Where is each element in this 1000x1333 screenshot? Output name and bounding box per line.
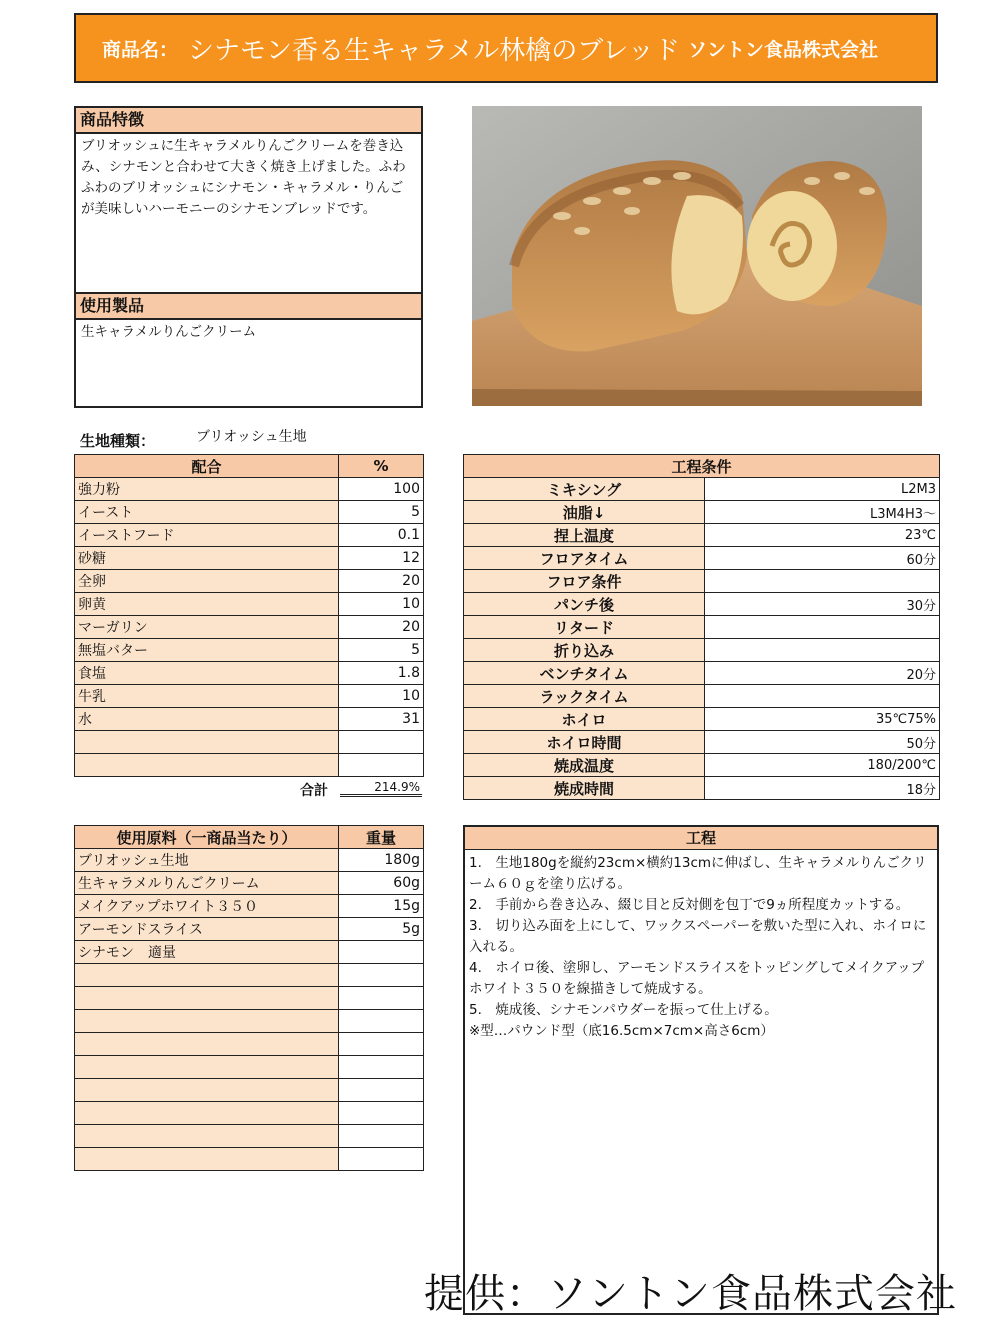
condition-value: 23℃ [705, 524, 940, 547]
footer-credit: 提供：ソントン食品株式会社 [424, 1271, 957, 1317]
product-name: シナモン香る生キャラメル林檎のブレッド [188, 35, 680, 66]
material-weight [339, 941, 424, 964]
material-name [75, 1033, 339, 1056]
material-row [75, 872, 424, 895]
material-weight [339, 1148, 424, 1171]
condition-row [464, 708, 940, 731]
materials-header-row [75, 826, 424, 849]
recipe-row [75, 662, 424, 685]
ingredient-pct: 5 [339, 501, 424, 524]
condition-value: 20分 [705, 662, 940, 685]
bread-photo [472, 106, 922, 406]
ingredient-name [75, 754, 339, 777]
condition-value [705, 570, 940, 593]
condition-name: ホイロ時間 [464, 731, 705, 754]
ingredient-name: 無塩バター [75, 639, 339, 662]
recipe-row [75, 593, 424, 616]
ingredient-pct: 20 [339, 616, 424, 639]
recipe-row [75, 708, 424, 731]
condition-value [705, 685, 940, 708]
condition-row [464, 777, 940, 800]
material-row [75, 1033, 424, 1056]
ingredient-pct: 0.1 [339, 524, 424, 547]
condition-value: L2M3 [705, 478, 940, 501]
recipe-row [75, 478, 424, 501]
recipe-table [74, 454, 424, 777]
material-weight [339, 1056, 424, 1079]
material-name [75, 1079, 339, 1102]
recipe-row [75, 639, 424, 662]
material-weight: 5g [339, 918, 424, 941]
recipe-header-pct: % [339, 455, 424, 478]
recipe-row [75, 524, 424, 547]
condition-name: ホイロ [464, 708, 705, 731]
material-row [75, 964, 424, 987]
material-row [75, 1148, 424, 1171]
material-row [75, 987, 424, 1010]
condition-value: 60分 [705, 547, 940, 570]
ingredient-name: 食塩 [75, 662, 339, 685]
recipe-row [75, 616, 424, 639]
total-label: 合計 [300, 783, 328, 799]
material-name [75, 987, 339, 1010]
title-label: 商品名： [102, 38, 179, 61]
material-row [75, 918, 424, 941]
features-header: 商品特徴 [76, 108, 421, 134]
condition-name: 捏上温度 [464, 524, 705, 547]
ingredient-pct: 20 [339, 570, 424, 593]
condition-value: 18分 [705, 777, 940, 800]
condition-value [705, 639, 940, 662]
material-weight: 60g [339, 872, 424, 895]
condition-name: 焼成時間 [464, 777, 705, 800]
condition-row [464, 593, 940, 616]
condition-row [464, 616, 940, 639]
ingredient-pct: 31 [339, 708, 424, 731]
ingredient-name [75, 731, 339, 754]
material-row [75, 1102, 424, 1125]
products-used-header: 使用製品 [76, 294, 421, 320]
conditions-header-row [464, 455, 940, 478]
condition-row [464, 547, 940, 570]
condition-row [464, 570, 940, 593]
process-step: 5. 焼成後、シナモンパウダーを振って仕上げる。 [469, 1002, 778, 1018]
material-name: シナモン 適量 [75, 941, 339, 964]
ingredient-name: イースト [75, 501, 339, 524]
material-weight [339, 1033, 424, 1056]
condition-row [464, 685, 940, 708]
recipe-row [75, 754, 424, 777]
material-weight: 15g [339, 895, 424, 918]
condition-row [464, 662, 940, 685]
condition-row [464, 754, 940, 777]
material-name: メイクアップホワイト３５０ [75, 895, 339, 918]
ingredient-name: イーストフード [75, 524, 339, 547]
features-section [74, 106, 423, 294]
condition-row [464, 501, 940, 524]
condition-name: リタード [464, 616, 705, 639]
condition-name: パンチ後 [464, 593, 705, 616]
total-value: 214.9% [340, 780, 422, 797]
recipe-row [75, 501, 424, 524]
ingredient-name: 卵黄 [75, 593, 339, 616]
condition-name: ミキシング [464, 478, 705, 501]
recipe-header-row [75, 455, 424, 478]
conditions-table [463, 454, 940, 800]
dough-type-label: 生地種類： [80, 432, 156, 450]
recipe-row [75, 731, 424, 754]
material-name: 生キャラメルりんごクリーム [75, 872, 339, 895]
material-weight [339, 1010, 424, 1033]
material-name [75, 1148, 339, 1171]
process-header: 工程 [465, 827, 937, 850]
material-weight [339, 1079, 424, 1102]
material-row [75, 1056, 424, 1079]
recipe-row [75, 570, 424, 593]
ingredient-pct: 12 [339, 547, 424, 570]
ingredient-name: 牛乳 [75, 685, 339, 708]
material-name [75, 964, 339, 987]
materials-table [74, 825, 424, 1171]
condition-name: 折り込み [464, 639, 705, 662]
condition-name: ベンチタイム [464, 662, 705, 685]
ingredient-name: 全卵 [75, 570, 339, 593]
material-name [75, 1010, 339, 1033]
material-row [75, 849, 424, 872]
process-step: 1. 生地180gを縦約23cm×横約13cmに伸ばし、生キャラメルりんごクリーム６０ｇを塗り広げる。 [469, 855, 927, 892]
material-name [75, 1056, 339, 1079]
material-row [75, 1010, 424, 1033]
material-weight [339, 987, 424, 1010]
materials-header-name: 使用原料（一商品当たり） [75, 826, 339, 849]
ingredient-pct: 100 [339, 478, 424, 501]
condition-name: 油脂↓ [464, 501, 705, 524]
condition-value [705, 616, 940, 639]
material-name: ブリオッシュ生地 [75, 849, 339, 872]
ingredient-name: 強力粉 [75, 478, 339, 501]
condition-name: ラックタイム [464, 685, 705, 708]
condition-row [464, 731, 940, 754]
condition-value: 180/200℃ [705, 754, 940, 777]
material-weight: 180g [339, 849, 424, 872]
material-row [75, 1079, 424, 1102]
material-weight [339, 964, 424, 987]
material-row [75, 895, 424, 918]
conditions-header: 工程条件 [464, 455, 940, 478]
recipe-header-name: 配合 [75, 455, 339, 478]
dough-type-value: ブリオッシュ生地 [196, 429, 307, 445]
process-note: ※型…パウンド型（底16.5cm×7cm×高さ6cm） [469, 1023, 774, 1039]
material-weight [339, 1102, 424, 1125]
ingredient-pct: 5 [339, 639, 424, 662]
material-name [75, 1102, 339, 1125]
material-row [75, 941, 424, 964]
products-used-text: 生キャラメルりんごクリーム [81, 324, 257, 340]
ingredient-name: 砂糖 [75, 547, 339, 570]
ingredient-pct: 10 [339, 593, 424, 616]
material-name: アーモンドスライス [75, 918, 339, 941]
condition-row [464, 478, 940, 501]
process-step: 3. 切り込み面を上にして、ワックスペーパーを敷いた型に入れ、ホイロに入れる。 [469, 918, 927, 955]
ingredient-name: マーガリン [75, 616, 339, 639]
condition-value: 35℃75% [705, 708, 940, 731]
process-step: 2. 手前から巻き込み、綴じ目と反対側を包丁で9ヵ所程度カットする。 [469, 897, 910, 913]
recipe-row [75, 547, 424, 570]
material-name [75, 1125, 339, 1148]
ingredient-name: 水 [75, 708, 339, 731]
ingredient-pct: 1.8 [339, 662, 424, 685]
ingredient-pct [339, 754, 424, 777]
condition-row [464, 639, 940, 662]
condition-name: フロア条件 [464, 570, 705, 593]
condition-value: L3M4H3～ [705, 501, 940, 524]
condition-name: 焼成温度 [464, 754, 705, 777]
process-step: 4. ホイロ後、塗卵し、アーモンドスライスをトッピングしてメイクアップホワイト３５０を線描きして焼成する。 [469, 960, 925, 997]
process-steps [465, 850, 937, 1045]
ingredient-pct [339, 731, 424, 754]
ingredient-pct: 10 [339, 685, 424, 708]
condition-name: フロアタイム [464, 547, 705, 570]
recipe-row [75, 685, 424, 708]
material-weight [339, 1125, 424, 1148]
material-row [75, 1125, 424, 1148]
condition-value: 30分 [705, 593, 940, 616]
condition-value: 50分 [705, 731, 940, 754]
condition-row [464, 524, 940, 547]
title-banner [74, 13, 938, 83]
features-text: ブリオッシュに生キャラメルりんごクリームを巻き込み、シナモンと合わせて大きく焼き上げました。ふわふわのブリオッシュにシナモン・キャラメル・りんごが美味しいハーモニーのシナモンブレッドです。 [81, 138, 406, 217]
process-section [463, 825, 939, 1315]
materials-header-weight: 重量 [339, 826, 424, 849]
products-used-section [74, 292, 423, 408]
company-name: ソントン食品株式会社 [687, 38, 878, 61]
